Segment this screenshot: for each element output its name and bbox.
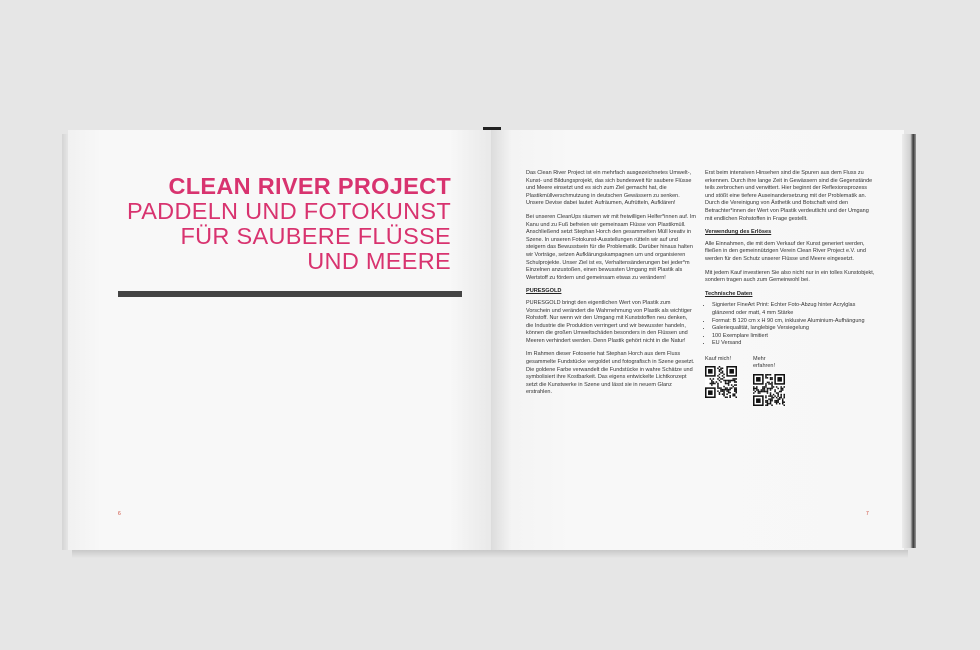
qr-block-info [753,356,787,406]
page-number-left: 6 [118,511,121,517]
qr-label: Mehr erfahren! [753,355,776,370]
paragraph: PURESGOLD bringt den eigentlichen Wert von Plastik zum Vorschein und verändert die Wahrnehmung von Plastik als wichtiger Rohstoff. Nur wenn wir den Umgang mit Kunststoffen neu denken, die Industrie die Produktion verringert und wir bewusster handeln, können die großen Umweltschäden besonders in den Flüssen und Meeren verhindert werden. Denn Plastik gehört nicht in die Natur! [526,299,692,344]
paragraph: Bei unseren CleanUps räumen wir mit freiwilligen Helfer*innen auf. Im Kanu und zu Fuß befreien wir gemeinsam Flüsse von Plastikmüll. Anschließend setzt Stephan Horch den gesammelten Müll kreativ in Szene. In unseren Fotokunst-Ausstellungen rütteln wir auf und steigern das Bewusstsein für die Problematik. Darüber hinaus halten wir Vorträge, setzen Aufklärungskampagnen um und organisieren Schulprojekte. Unser Ziel ist es, Verhaltensänderungen bei jeder*m Einzelnen anzustoßen, einen bewussten Umgang mit Plastik als Wertstoff zu fördern und gemeinsam etwas zu verändern! [526,213,696,281]
paragraph: Alle Einnahmen, die mit dem Verkauf der Kunst generiert werden, fließen in den gemeinnützigen Verein Clean River Project e.V. und werden für den Schutz unserer Flüsse und Meere eingesetzt. [705,240,866,262]
title-rule [118,291,462,297]
qr-code-icon[interactable] [753,374,785,406]
left-page [68,130,491,550]
right-page [491,130,904,550]
qr-block-buy [705,356,739,406]
section-heading: PURESGOLD [526,288,562,295]
right-page-edge [902,134,916,548]
title-line-1: CLEAN RIVER PROJECT [168,173,451,199]
paragraph: Erst beim intensiven Hinsehen sind die Spuren aus dem Fluss zu erkennen. Durch ihre lange Zeit in Gewässern sind die Gegenstände teils zerbrochen und verwittert. Hier beginnt der Reflexionsprozess und stößt eine tiefere Auseinandersetzung mit der Problematik an. Durch die Vereinigung von Ästhetik und Botschaft wird den Betrachter*innen der Wert von Plastik verdeutlicht und der Umgang mit endlichen Rohstoffen in Frage gestellt. [705,170,873,222]
spec-list [705,302,875,348]
spec-item: • Format: B 120 cm x H 90 cm, inklusive Aluminium-Aufhängung [712,318,875,326]
book-shadow [72,550,908,558]
text-column-2 [705,170,875,406]
page-title [127,174,451,274]
spec-item: • Signierter FineArt Print: Echter Foto-Abzug hinter Acrylglas glänzend oder matt, 4 mm Stärke [712,302,875,317]
paragraph: Das Clean River Project ist ein mehrfach ausgezeichnetes Umwelt-, Kunst- und Bildungsprojekt, das sich bundesweit für saubere Flüsse und Meere einsetzt und es sich zum Ziel gemacht hat, die Plastikmüllverschmutzung in deutschen Gewässern zu senken. Unsere Devise dabei lautet: Aufräumen, Aufrütteln, Aufklären! [526,170,692,207]
title-line-4: UND MEERE [307,248,451,274]
spec-item: • 100 Exemplare limitiert [712,333,875,341]
paragraph: Im Rahmen dieser Fotoserie hat Stephan Horch aus dem Fluss gesammelte Fundstücke vergoldet und fotografisch in Szene gesetzt. Die goldene Farbe verwandelt die Fundstücke in wahre Schätze und symbolisiert ihre Kostbarkeit. Das eigens entwickelte Lichtkonzept setzt die Kunstwerke in Szene und lässt sie in neuem Glanz erstrahlen. [526,351,695,396]
qr-label: Kauf mich! [705,355,731,362]
paragraph: Mit jedem Kauf investieren Sie also nicht nur in ein tolles Kunstobjekt, sondern tragen auch zum Gemeinwohl bei. [705,269,875,284]
spec-item: • Galeriequalität, langlebige Versiegelung [712,325,875,333]
spec-item: • EU Versand [712,340,875,348]
section-heading: Verwendung des Erlöses [705,229,772,236]
title-line-2: PADDELN UND FOTOKUNST [126,198,451,224]
qr-code-icon[interactable] [705,366,737,398]
page-number-right: 7 [866,511,869,517]
text-column-1 [526,170,696,403]
qr-codes [705,356,875,406]
title-line-3: FÜR SAUBERE FLÜSSE [180,223,451,249]
open-book [62,130,918,552]
section-heading: Technische Daten [705,290,753,297]
